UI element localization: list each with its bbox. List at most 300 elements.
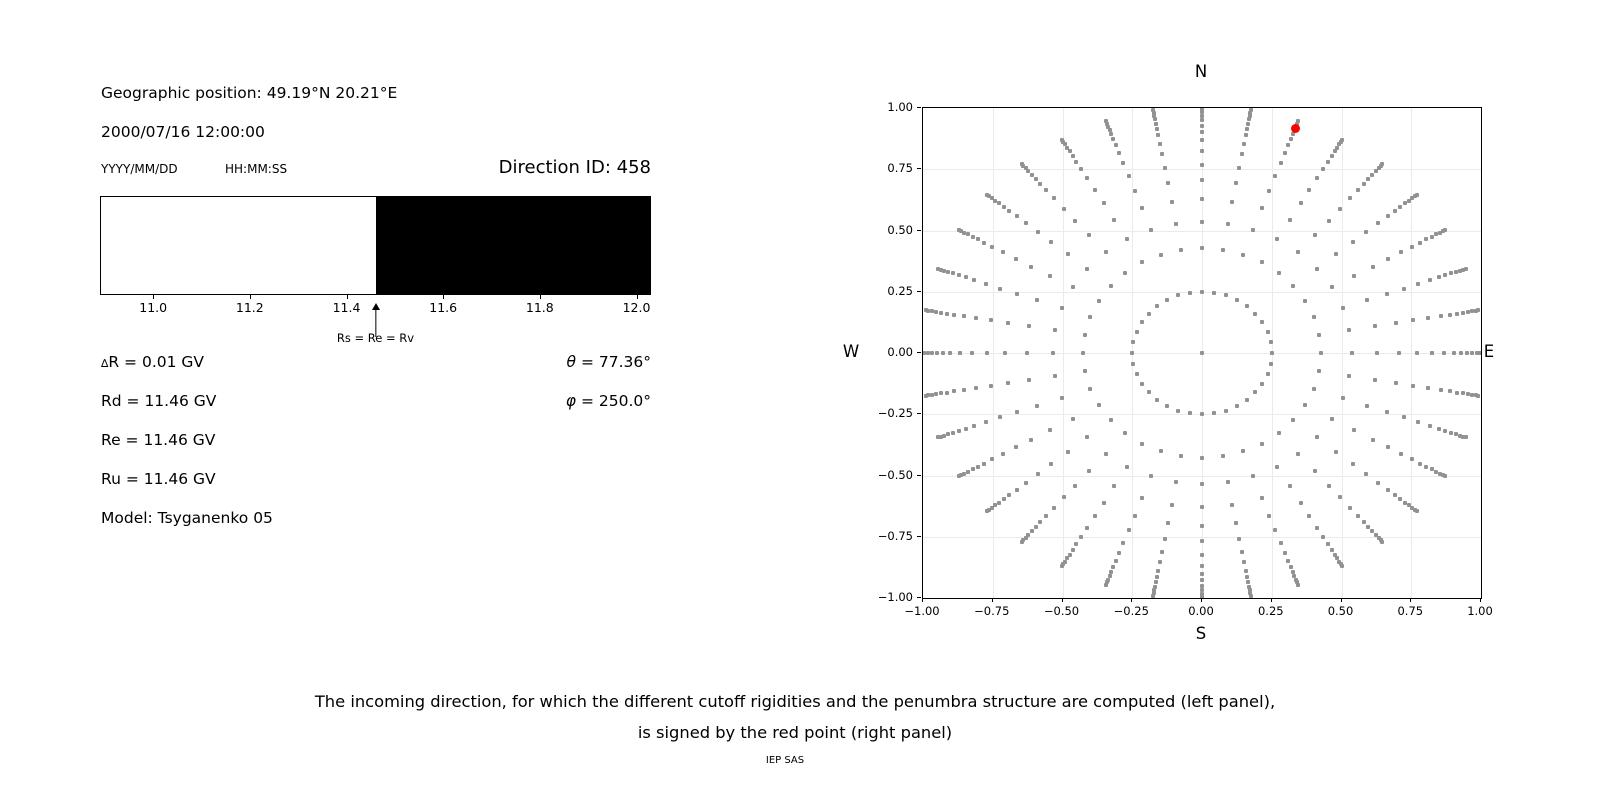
direction-grid-dot xyxy=(1212,291,1216,295)
direction-grid-dot xyxy=(1402,287,1406,291)
direction-grid-dot xyxy=(1044,514,1048,518)
compass-south-label: S xyxy=(1195,624,1207,643)
direction-grid-dot xyxy=(1365,404,1369,408)
direction-grid-dot xyxy=(1251,474,1255,478)
selected-direction-point xyxy=(1291,124,1300,133)
direction-grid-dot xyxy=(1289,565,1293,569)
direction-grid-dot xyxy=(1327,219,1331,223)
direction-grid-dot xyxy=(993,503,997,507)
direction-grid-dot xyxy=(998,415,1002,419)
direction-grid-dot xyxy=(952,313,956,317)
scatter-x-tick xyxy=(1062,598,1063,602)
direction-grid-dot xyxy=(1125,237,1129,241)
direction-grid-dot xyxy=(1024,221,1028,225)
direction-grid-dot xyxy=(1200,564,1204,568)
direction-grid-dot xyxy=(1151,594,1155,598)
direction-grid-dot xyxy=(1253,390,1257,394)
direction-grid-dot xyxy=(1030,173,1034,177)
direction-grid-dot xyxy=(1321,535,1325,539)
direction-grid-dot xyxy=(1466,392,1470,396)
direction-grid-dot xyxy=(1131,340,1135,344)
direction-grid-dot xyxy=(1015,214,1019,218)
direction-grid-dot xyxy=(1373,324,1377,328)
direction-grid-dot xyxy=(1428,424,1432,428)
caption-line-1: The incoming direction, for which the different cutoff rigidities and the penumbra structure are computed (left panel), xyxy=(314,692,1276,711)
direction-grid-dot xyxy=(1027,378,1031,382)
direction-grid-dot xyxy=(1002,497,1006,501)
direction-grid-dot xyxy=(1049,240,1053,244)
direction-grid-dot xyxy=(997,501,1001,505)
direction-grid-dot xyxy=(1315,176,1319,180)
direction-grid-dot xyxy=(1426,316,1430,320)
direction-grid-dot xyxy=(1200,584,1204,588)
direction-grid-dot xyxy=(1200,118,1204,122)
direction-grid-dot xyxy=(946,270,950,274)
direction-grid-dot xyxy=(924,394,928,398)
direction-grid-dot xyxy=(989,384,993,388)
direction-grid-dot xyxy=(1291,132,1295,136)
direction-grid-dot xyxy=(1071,285,1075,289)
direction-grid-dot xyxy=(945,391,949,395)
direction-grid-dot xyxy=(1260,260,1264,264)
direction-grid-dot xyxy=(1326,542,1330,546)
direction-grid-dot xyxy=(1266,330,1270,334)
direction-grid-dot xyxy=(1149,474,1153,478)
direction-grid-dot xyxy=(951,271,955,275)
direction-grid-dot xyxy=(1159,449,1163,453)
direction-grid-dot xyxy=(1442,351,1446,355)
scatter-x-tick xyxy=(1341,598,1342,602)
direction-grid-dot xyxy=(1135,330,1139,334)
direction-grid-dot xyxy=(1200,553,1204,557)
direction-grid-dot xyxy=(1117,151,1121,155)
scatter-y-tick xyxy=(917,536,921,537)
direction-grid-dot xyxy=(926,351,930,355)
scatter-y-tick xyxy=(917,107,921,108)
direction-grid-dot xyxy=(1200,539,1204,543)
direction-grid-dot xyxy=(1364,230,1368,234)
direction-grid-dot xyxy=(1174,222,1178,226)
bar-tick-label: 11.4 xyxy=(332,300,361,315)
direction-grid-dot xyxy=(1260,382,1264,386)
bar-tick xyxy=(347,295,348,299)
gridline-horizontal xyxy=(923,231,1481,232)
direction-grid-dot xyxy=(1266,372,1270,376)
direction-grid-dot xyxy=(957,228,961,232)
direction-grid-dot xyxy=(1087,233,1091,237)
direction-grid-dot xyxy=(1356,188,1360,192)
direction-grid-dot xyxy=(1131,362,1135,366)
direction-grid-dot xyxy=(1200,107,1204,109)
direction-grid-dot xyxy=(1073,219,1077,223)
scatter-y-tick-label: 0.00 xyxy=(887,345,913,359)
direction-grid-dot xyxy=(1464,267,1468,271)
direction-grid-dot xyxy=(1074,542,1078,546)
direction-grid-dot xyxy=(1085,526,1089,530)
direction-grid-dot xyxy=(1200,290,1204,294)
direction-grid-dot xyxy=(1140,496,1144,500)
direction-grid-dot xyxy=(1020,540,1024,544)
info-row: Model: Tsyganenko 05 xyxy=(101,509,273,527)
direction-grid-dot xyxy=(985,509,989,513)
direction-grid-dot xyxy=(1074,160,1078,164)
direction-grid-dot xyxy=(1449,271,1453,275)
direction-grid-dot xyxy=(1313,233,1317,237)
direction-grid-dot xyxy=(1394,321,1398,325)
direction-grid-dot xyxy=(1428,278,1432,282)
direction-grid-dot xyxy=(1020,162,1024,166)
direction-grid-dot xyxy=(1029,265,1033,269)
direction-grid-dot xyxy=(1140,442,1144,446)
direction-grid-dot xyxy=(1135,372,1139,376)
direction-grid-dot xyxy=(985,193,989,197)
scatter-y-tick-label: 0.25 xyxy=(887,283,913,298)
direction-grid-dot xyxy=(1317,369,1321,373)
direction-grid-dot xyxy=(1060,306,1064,310)
direction-grid-dot xyxy=(989,318,993,322)
direction-grid-dot xyxy=(1327,484,1331,488)
direction-grid-dot xyxy=(1170,503,1174,507)
direction-grid-dot xyxy=(1030,529,1034,533)
direction-grid-dot xyxy=(1466,310,1470,314)
scatter-x-tick-label: 0.75 xyxy=(1397,604,1424,618)
direction-grid-dot xyxy=(1245,398,1249,402)
time-format-hint: HH:MM:SS xyxy=(225,162,288,176)
direction-grid-dot xyxy=(1398,205,1402,209)
direction-grid-dot xyxy=(1415,351,1419,355)
direction-grid-dot xyxy=(1371,265,1375,269)
direction-grid-dot xyxy=(1235,298,1239,302)
direction-grid-dot xyxy=(1283,551,1287,555)
direction-grid-dot xyxy=(1464,435,1468,439)
scatter-y-tick-label: −0.25 xyxy=(877,406,913,421)
direction-grid-dot xyxy=(1147,312,1151,316)
direction-grid-dot xyxy=(1234,181,1238,185)
direction-grid-dot xyxy=(1291,284,1295,288)
direction-grid-dot xyxy=(1006,321,1010,325)
direction-grid-dot xyxy=(1174,480,1178,484)
direction-grid-dot xyxy=(1317,333,1321,337)
direction-grid-dot xyxy=(1200,482,1204,486)
direction-grid-dot xyxy=(1352,428,1356,432)
direction-grid-dot xyxy=(1321,167,1325,171)
penumbra-x-axis-ticks xyxy=(100,295,651,300)
direction-grid-dot xyxy=(1166,181,1170,185)
azimuth-angle-label: φ = 250.0° xyxy=(565,392,651,410)
direction-grid-dot xyxy=(1104,583,1108,587)
direction-grid-dot xyxy=(1267,514,1271,518)
credit-label: IEP SAS xyxy=(765,755,805,766)
direction-grid-dot xyxy=(1200,138,1204,142)
direction-grid-dot xyxy=(1224,409,1228,413)
direction-grid-dot xyxy=(1350,351,1354,355)
direction-grid-dot xyxy=(1109,132,1113,136)
direction-grid-dot xyxy=(1330,417,1334,421)
direction-grid-dot xyxy=(1416,420,1420,424)
gridline-horizontal xyxy=(923,537,1481,538)
scatter-x-tick-label: 1.00 xyxy=(1467,604,1493,618)
direction-grid-dot xyxy=(1303,403,1307,407)
direction-grid-dot xyxy=(1341,396,1345,400)
direction-grid-dot xyxy=(1415,193,1419,197)
direction-grid-dot xyxy=(1073,484,1077,488)
date-format-hint: YYYY/MM/DD xyxy=(101,162,178,176)
direction-grid-dot xyxy=(1455,312,1459,316)
direction-grid-dot xyxy=(1443,429,1447,433)
bar-tick-label: 11.8 xyxy=(525,300,554,315)
scatter-x-tick-label: 0.50 xyxy=(1327,604,1354,618)
scatter-x-tick xyxy=(1131,598,1132,602)
direction-grid-dot xyxy=(1154,580,1158,584)
direction-grid-dot xyxy=(962,314,966,318)
direction-grid-dot xyxy=(1049,462,1053,466)
datetime-label: 2000/07/16 12:00:00 xyxy=(101,123,265,141)
direction-grid-dot xyxy=(1179,454,1183,458)
direction-grid-dot xyxy=(1348,196,1352,200)
direction-grid-dot xyxy=(1025,351,1029,355)
direction-grid-dot xyxy=(1112,484,1116,488)
direction-grid-dot xyxy=(1399,250,1403,254)
direction-grid-dot xyxy=(1200,114,1204,118)
compass-east-label: E xyxy=(1483,342,1495,361)
direction-grid-dot xyxy=(1247,117,1251,121)
direction-grid-dot xyxy=(1465,351,1469,355)
direction-grid-dot xyxy=(1439,314,1443,318)
direction-grid-dot xyxy=(1296,250,1300,254)
direction-grid-dot xyxy=(1338,207,1342,211)
direction-grid-dot xyxy=(934,392,938,396)
direction-grid-dot xyxy=(1221,248,1225,252)
direction-grid-dot xyxy=(1154,122,1158,126)
direction-grid-dot xyxy=(1038,520,1042,524)
direction-grid-dot xyxy=(1364,472,1368,476)
direction-grid-dot xyxy=(1088,387,1092,391)
direction-grid-dot xyxy=(1289,137,1293,141)
direction-grid-dot xyxy=(941,351,945,355)
direction-grid-dot xyxy=(1140,382,1144,386)
direction-grid-dot xyxy=(1251,228,1255,232)
direction-grid-dot xyxy=(1200,149,1204,153)
bar-tick xyxy=(153,295,154,299)
scatter-y-tick xyxy=(917,168,921,169)
direction-grid-dot xyxy=(1260,442,1264,446)
direction-grid-dot xyxy=(1415,509,1419,513)
info-row: ∆R = 0.01 GV xyxy=(101,353,205,371)
direction-grid-dot xyxy=(1014,257,1018,261)
direction-grid-dot xyxy=(1242,560,1246,564)
direction-grid-dot xyxy=(1053,374,1057,378)
direction-grid-dot xyxy=(1200,412,1204,416)
bar-tick xyxy=(443,295,444,299)
direction-grid-dot xyxy=(1288,484,1292,488)
direction-grid-dot xyxy=(1296,452,1300,456)
bar-tick-label: 11.6 xyxy=(429,300,458,315)
direction-grid-dot xyxy=(1179,248,1183,252)
direction-grid-dot xyxy=(1452,351,1456,355)
direction-grid-dot xyxy=(1430,467,1434,471)
direction-grid-dot xyxy=(1024,481,1028,485)
direction-grid-dot xyxy=(935,351,939,355)
direction-grid-dot xyxy=(1443,474,1447,478)
direction-grid-dot xyxy=(1370,173,1374,177)
direction-grid-dot xyxy=(1085,435,1089,439)
direction-grid-dot xyxy=(1007,493,1011,497)
caption-line-2: is signed by the red point (right panel) xyxy=(637,723,953,742)
direction-grid-dot xyxy=(1123,431,1127,435)
direction-grid-dot xyxy=(1476,394,1480,398)
direction-grid-dot xyxy=(951,431,955,435)
direction-grid-dot xyxy=(1386,445,1390,449)
bar-tick-label: 11.0 xyxy=(139,300,168,315)
direction-grid-dot xyxy=(1237,537,1241,541)
direction-grid-dot xyxy=(1097,299,1101,303)
direction-grid-dot xyxy=(1394,381,1398,385)
direction-grid-dot xyxy=(1418,241,1422,245)
threshold-annotation: Rs = Re = Rv xyxy=(336,331,415,345)
direction-grid-dot xyxy=(1087,469,1091,473)
direction-grid-dot xyxy=(1053,328,1057,332)
direction-grid-dot xyxy=(1109,284,1113,288)
scatter-x-tick-label: 0.25 xyxy=(1257,604,1284,618)
direction-grid-dot xyxy=(1081,351,1085,355)
direction-grid-dot xyxy=(1015,410,1019,414)
scatter-x-tick-label: −0.25 xyxy=(1113,604,1149,618)
direction-grid-dot xyxy=(1443,273,1447,277)
penumbra-bar-chart xyxy=(100,196,651,295)
direction-grid-dot xyxy=(974,386,978,390)
direction-grid-dot xyxy=(1052,506,1056,510)
direction-grid-dot xyxy=(1347,328,1351,332)
direction-grid-dot xyxy=(1065,146,1069,150)
direction-grid-dot xyxy=(1437,427,1441,431)
direction-grid-dot xyxy=(1277,431,1281,435)
direction-grid-dot xyxy=(1376,481,1380,485)
bar-tick xyxy=(540,295,541,299)
direction-grid-dot xyxy=(1121,161,1125,165)
direction-grid-dot xyxy=(1003,351,1007,355)
direction-grid-dot xyxy=(1007,209,1011,213)
direction-grid-dot xyxy=(1371,438,1375,442)
direction-grid-dot xyxy=(1034,525,1038,529)
direction-grid-dot xyxy=(1093,514,1097,518)
direction-grid-dot xyxy=(957,474,961,478)
direction-grid-dot xyxy=(1373,378,1377,382)
direction-grid-dot xyxy=(1286,559,1290,563)
direction-grid-dot xyxy=(1104,250,1108,254)
direction-grid-dot xyxy=(1071,417,1075,421)
direction-grid-dot xyxy=(1279,541,1283,545)
direction-grid-dot xyxy=(1307,514,1311,518)
direction-grid-dot xyxy=(1230,503,1234,507)
direction-grid-dot xyxy=(1160,550,1164,554)
direction-grid-dot xyxy=(976,465,980,469)
direction-grid-dot xyxy=(1286,143,1290,147)
direction-grid-dot xyxy=(1111,565,1115,569)
direction-grid-dot xyxy=(1006,381,1010,385)
direction-grid-dot xyxy=(964,427,968,431)
direction-grid-dot xyxy=(1034,177,1038,181)
direction-grid-dot xyxy=(939,391,943,395)
direction-grid-dot xyxy=(1051,351,1055,355)
direction-grid-dot xyxy=(1221,454,1225,458)
direction-grid-dot xyxy=(1393,209,1397,213)
direction-grid-dot xyxy=(1244,569,1248,573)
direction-grid-dot xyxy=(1212,411,1216,415)
direction-grid-dot xyxy=(993,199,997,203)
direction-grid-dot xyxy=(1443,228,1447,232)
direction-grid-dot xyxy=(957,273,961,277)
direction-grid-dot xyxy=(1133,514,1137,518)
direction-grid-dot xyxy=(1315,267,1319,271)
direction-grid-dot xyxy=(1380,540,1384,544)
direction-grid-dot xyxy=(998,287,1002,291)
scatter-x-tick xyxy=(992,598,993,602)
direction-grid-dot xyxy=(958,351,962,355)
scatter-y-tick-label: −0.50 xyxy=(877,467,913,482)
direction-grid-dot xyxy=(1411,318,1415,322)
direction-grid-dot xyxy=(1200,197,1204,201)
direction-grid-dot xyxy=(966,232,970,236)
gridline-horizontal xyxy=(923,169,1481,170)
direction-grid-dot xyxy=(1155,304,1159,308)
direction-grid-dot xyxy=(1437,275,1441,279)
direction-grid-dot xyxy=(966,470,970,474)
direction-grid-dot xyxy=(1299,201,1303,205)
direction-grid-dot xyxy=(971,235,975,239)
direction-grid-dot xyxy=(939,311,943,315)
direction-grid-dot xyxy=(1234,521,1238,525)
direction-grid-dot xyxy=(1140,260,1144,264)
direction-grid-dot xyxy=(1352,274,1356,278)
direction-grid-dot xyxy=(1351,462,1355,466)
direction-grid-dot xyxy=(1163,166,1167,170)
direction-grid-dot xyxy=(1125,465,1129,469)
direction-grid-dot xyxy=(1470,351,1474,355)
direction-grid-dot xyxy=(1226,480,1230,484)
direction-grid-dot xyxy=(1398,497,1402,501)
direction-grid-dot xyxy=(1418,462,1422,466)
direction-grid-dot xyxy=(1307,188,1311,192)
direction-grid-dot xyxy=(1088,315,1092,319)
direction-grid-dot xyxy=(1273,528,1277,532)
direction-grid-dot xyxy=(1036,472,1040,476)
direction-grid-dot xyxy=(1366,177,1370,181)
direction-grid-dot xyxy=(1249,594,1253,598)
direction-grid-dot xyxy=(1461,311,1465,315)
direction-grid-dot xyxy=(1133,189,1137,193)
direction-grid-dot xyxy=(1347,374,1351,378)
direction-grid-dot xyxy=(1200,456,1204,460)
direction-grid-dot xyxy=(1246,580,1250,584)
scatter-x-tick xyxy=(1480,598,1481,602)
direction-grid-dot xyxy=(1097,403,1101,407)
direction-grid-dot xyxy=(1200,163,1204,167)
bar-tick-label: 12.0 xyxy=(622,300,651,315)
compass-north-label: N xyxy=(1194,62,1208,81)
direction-grid-dot xyxy=(1393,493,1397,497)
direction-grid-dot xyxy=(1461,391,1465,395)
direction-grid-dot xyxy=(1052,196,1056,200)
compass-west-label: W xyxy=(842,342,860,361)
direction-grid-dot xyxy=(1155,575,1159,579)
direction-grid-dot xyxy=(1476,308,1480,312)
direction-grid-dot xyxy=(1200,178,1204,182)
direction-grid-dot xyxy=(1386,257,1390,261)
direction-grid-dot xyxy=(1044,188,1048,192)
direction-grid-dot xyxy=(990,457,994,461)
direction-grid-dot xyxy=(1062,207,1066,211)
direction-grid-dot xyxy=(1478,351,1482,355)
